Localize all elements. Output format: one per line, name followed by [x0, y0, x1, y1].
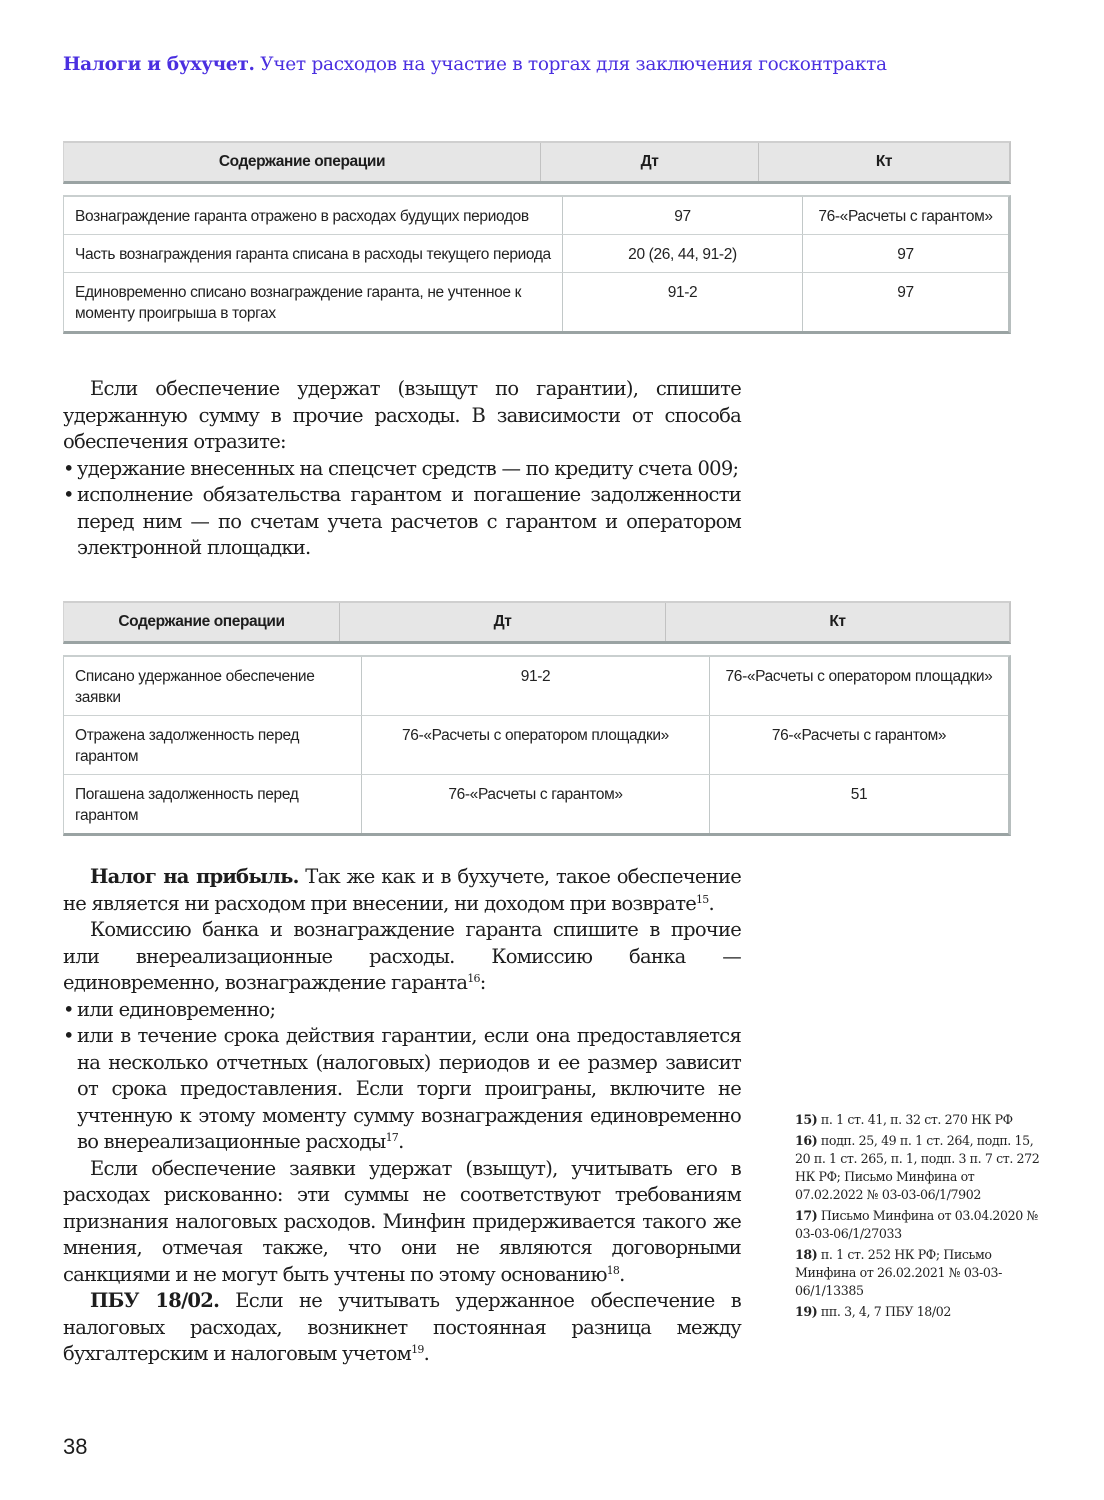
bullet-item: • исполнение обязательства гарантом и погашение задолженности перед ним — по счетам учета расчетов с гарантом и оператором электронной площадки.	[63, 482, 741, 562]
running-head	[63, 54, 887, 75]
table-row	[64, 775, 1008, 833]
bullet-item: • или в течение срока действия гарантии, если она предоставляется на несколько отчетных (налоговых) периодов и ее размер зависит от срока предоставления. Если торги проиграны, включите не учтенную к этому моменту сумму вознаграждения единовременно во внереализационные расходы$^{17}$.	[63, 1023, 741, 1156]
bullet-list	[63, 456, 741, 562]
footnote-ref[interactable]: 17	[385, 1131, 399, 1144]
header-debit: Дт	[340, 603, 666, 641]
bullet-item: • удержание внесенных на спецсчет средств — по кредиту счета 009;	[63, 456, 741, 483]
header-operation: Содержание операции	[64, 143, 541, 181]
header-debit: Дт	[541, 143, 759, 181]
cell-credit: 76-«Расчеты с гарантом»	[771, 727, 947, 744]
cell-operation: Отражена задолженность перед гарантом	[64, 716, 362, 774]
footnote-item: 16) подп. 25, 49 п. 1 ст. 264, подп. 15, 20 п. 1 ст. 265, п. 1, подп. 3 п. 7 ст. 272 НК РФ; Письмо Минфина от 07.02.2022 № 03-03-06/1/7902	[795, 1133, 1040, 1202]
header-credit: Кт	[875, 153, 893, 170]
footnote-ref[interactable]: 15	[696, 892, 709, 906]
cell-debit: 97	[563, 197, 803, 234]
page-number: 38	[63, 1434, 88, 1459]
cell-debit: 20 (26, 44, 91-2)	[563, 235, 803, 272]
retained-security-section	[63, 376, 741, 562]
table-body	[63, 655, 1011, 836]
cell-debit: 76-«Расчеты с гарантом»	[362, 775, 710, 833]
cell-operation: Часть вознаграждения гаранта списана в расходы текущего периода	[64, 235, 563, 272]
bullet-list	[63, 997, 741, 1156]
cell-credit: 51	[850, 786, 868, 803]
bullet-item: • или единовременно;	[63, 997, 741, 1024]
lead-heading: ПБУ 18/02.	[90, 1289, 220, 1312]
profit-tax-section	[63, 864, 741, 1368]
footnote-item: 19) пп. 3, 4, 7 ПБУ 18/02	[795, 1304, 951, 1319]
cell-credit: 76-«Расчеты с оператором площадки»	[725, 668, 993, 685]
running-head-section: Налоги и бухучет.	[63, 54, 255, 75]
table-row	[64, 197, 1008, 235]
footnote-item: 18) п. 1 ст. 252 НК РФ; Письмо Минфина от 26.02.2021 № 03-03-06/1/13385	[795, 1247, 1002, 1298]
cell-operation: Погашена задолженность перед гарантом	[64, 775, 362, 833]
postings-table-guarantor-fee	[63, 141, 1011, 334]
lead-heading: Налог на прибыль.	[90, 865, 299, 888]
cell-credit: 97	[897, 284, 914, 301]
cell-credit: 97	[897, 246, 914, 263]
paragraph: Если обеспечение удержат (взыщут по гарантии), спишите удержанную сумму в прочие расходы. В зависимости от способа обеспечения отразите:	[63, 377, 741, 453]
paragraph-pbu: ПБУ 18/02. Если не учитывать удержанное обеспечение в налоговых расходах, возникнет постоянная разница между бухгалтерским и налоговым учетом$^{19}$.	[63, 1289, 742, 1365]
table-row	[64, 235, 1008, 273]
paragraph-retained-tax: Если обеспечение заявки удержат (взыщут), учитывать его в расходах рискованно: эти суммы не соответствуют требованиям признания налоговых расходов. Минфин придерживается такого же мнения, отмечая также, что они не являются договорными санкциями и не могут быть учтены по этому основанию$^{18}$.	[63, 1156, 741, 1286]
cell-debit: 91-2	[563, 273, 803, 331]
cell-operation: Списано удержанное обеспечение заявки	[64, 657, 362, 715]
footnote-item: 17) Письмо Минфина от 03.04.2020 № 03-03-06/1/27033	[795, 1208, 1038, 1241]
cell-debit: 76-«Расчеты с оператором площадки»	[362, 716, 710, 774]
footnotes	[795, 1111, 1040, 1324]
header-credit: Кт	[829, 613, 846, 630]
footnote-ref[interactable]: 18	[606, 1263, 620, 1277]
header-operation: Содержание операции	[64, 603, 340, 641]
table-row	[64, 657, 1008, 716]
table-body	[63, 195, 1011, 334]
cell-credit: 76-«Расчеты с гарантом»	[818, 208, 993, 225]
cell-operation: Единовременно списано вознаграждение гаранта, не учтенное к моменту проигрыша в торгах	[64, 273, 563, 331]
paragraph-profit-tax: Налог на прибыль. Так же как и в бухучете, такое обеспечение не является ни расходом при внесении, ни доходом при возврате$^{15}$.	[63, 865, 741, 915]
table-row	[64, 716, 1008, 775]
table-header	[63, 141, 1011, 184]
cell-operation: Вознаграждение гаранта отражено в расходах будущих периодов	[64, 197, 563, 234]
footnote-ref[interactable]: 16	[467, 972, 480, 985]
postings-table-retained-security	[63, 601, 1011, 836]
footnote-ref[interactable]: 19	[411, 1343, 424, 1356]
table-header	[63, 601, 1011, 644]
running-head-title: Учет расходов на участие в торгах для заключения госконтракта	[260, 54, 887, 75]
paragraph-bank-commission: Комиссию банка и вознаграждение гаранта спишите в прочие или внереализационные расходы. Комиссию банка — единовременно, вознаграждение гаранта$^{16}$:	[63, 918, 741, 994]
table-row	[64, 273, 1008, 331]
footnote-item: 15) п. 1 ст. 41, п. 32 ст. 270 НК РФ	[795, 1112, 1013, 1127]
cell-debit: 91-2	[362, 657, 710, 715]
